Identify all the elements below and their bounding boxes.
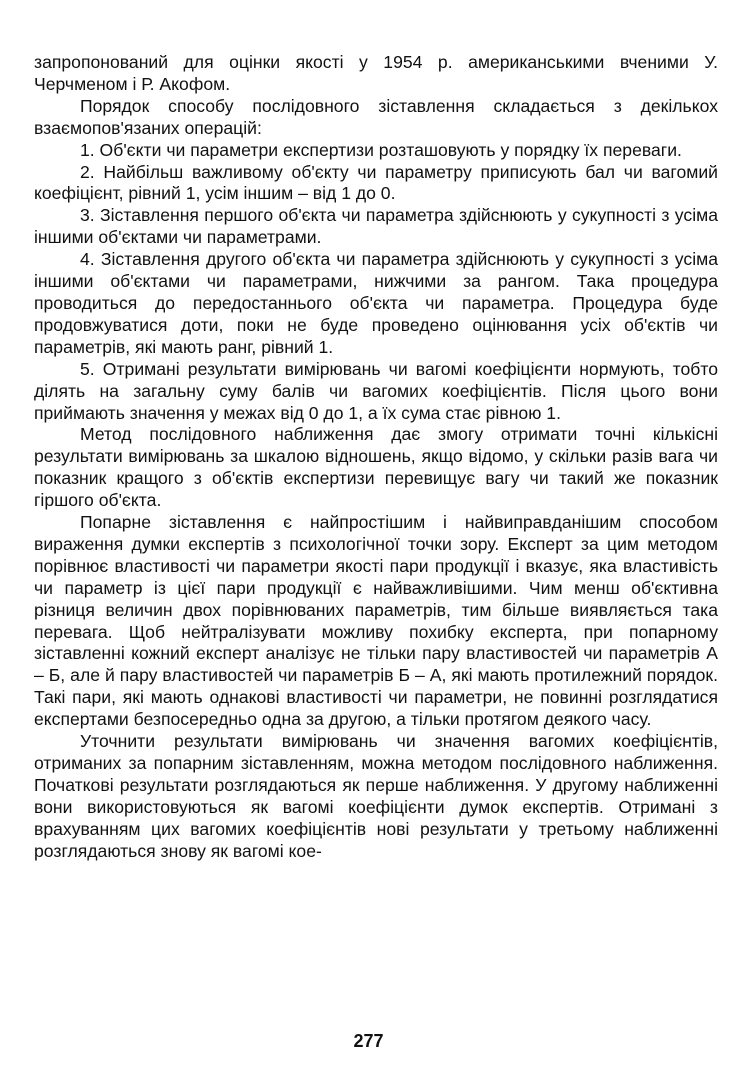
list-item-5: 5. Отримані результати вимірювань чи вагомі коефіцієнти нормують, тобто ділять на загальну суму балів чи вагомих коефіцієнтів. Після цього вони приймають значення у межах від 0 до 1, а їх сума стає рівною 1. — [34, 358, 718, 423]
list-item-1: 1. Об'єкти чи параметри експертизи розташовують у порядку їх переваги. — [80, 139, 682, 160]
list-item-4: 4. Зіставлення другого об'єкта чи параметра здійснюють у сукупності з усіма іншими об'єктами чи параметрами, нижчими за рангом. Така процедура проводиться до передостаннього об'єкта чи параметра. Процедура буде продовжуватися доти, поки не буде проведено оцінювання усіх об'єктів чи параметрів, які мають ранг, рівний 1. — [34, 249, 718, 357]
list-item-3: 3. Зіставлення першого об'єкта чи параметра здійснюють у сукупності з усіма іншими об'єктами чи параметрами. — [34, 205, 718, 248]
paragraph-pairwise-comparison: Попарне зіставлення є найпростішим і найвиправданішим способом вираження думки експертів з психологічної точки зору. Експерт за цим методом порівнює властивості чи параметри якості пари продукції і вказує, яка властивість чи параметр із цієї пари продукції є найважливішими. Чим менш об'єктивна різниця величин двох порівнюваних параметрів, тим більше виявляється така перевага. Щоб нейтралізувати можливу похибку експерта, при попарному зіставленні кожний експерт аналізує не тільки пару властивостей чи параметрів А – Б, але й пару властивостей чи параметрів Б – А, які мають протилежний порядок. Такі пари, які мають однакові властивості чи параметри, не повинні розглядатися експертами безпосередньо одна за другою, а тільки протягом деякого часу. — [34, 512, 718, 730]
paragraph-refinement: Уточнити результати вимірювань чи значення вагомих коефіцієнтів, отриманих за попарним зіставленням, можна методом послідовного наближення. Початкові результати розглядаються як перше наближення. У другому наближенні вони використовуються як вагомі коефіцієнти думок експертів. Отримані з врахуванням цих вагомих коефіцієнтів нові результати у третьому наближенні розглядаються знову як вагомі кое- — [34, 731, 718, 861]
body-text — [34, 52, 718, 863]
paragraph-continuation: запропонований для оцінки якості у 1954 р. американськими вченими У. Черчменом і Р. Акофом. — [34, 52, 718, 94]
paragraph-sequential-comparison-intro: Порядок способу послідовного зіставлення складається з декількох взаємопов'язаних операцій: — [34, 95, 718, 138]
list-item-2: 2. Найбільш важливому об'єкту чи параметру приписують бал чи вагомий коефіцієнт, рівний 1, усім іншим – від 1 до 0. — [34, 161, 718, 204]
paragraph-successive-approximation: Метод послідовного наближення дає змогу отримати точні кількісні результати вимірювань за шкалою відношень, якщо відомо, у скільки разів вага чи показник кращого з об'єктів експертизи перевищує вагу чи такий же показник гіршого об'єкта. — [34, 424, 718, 511]
page-number: 277 — [353, 1031, 384, 1051]
